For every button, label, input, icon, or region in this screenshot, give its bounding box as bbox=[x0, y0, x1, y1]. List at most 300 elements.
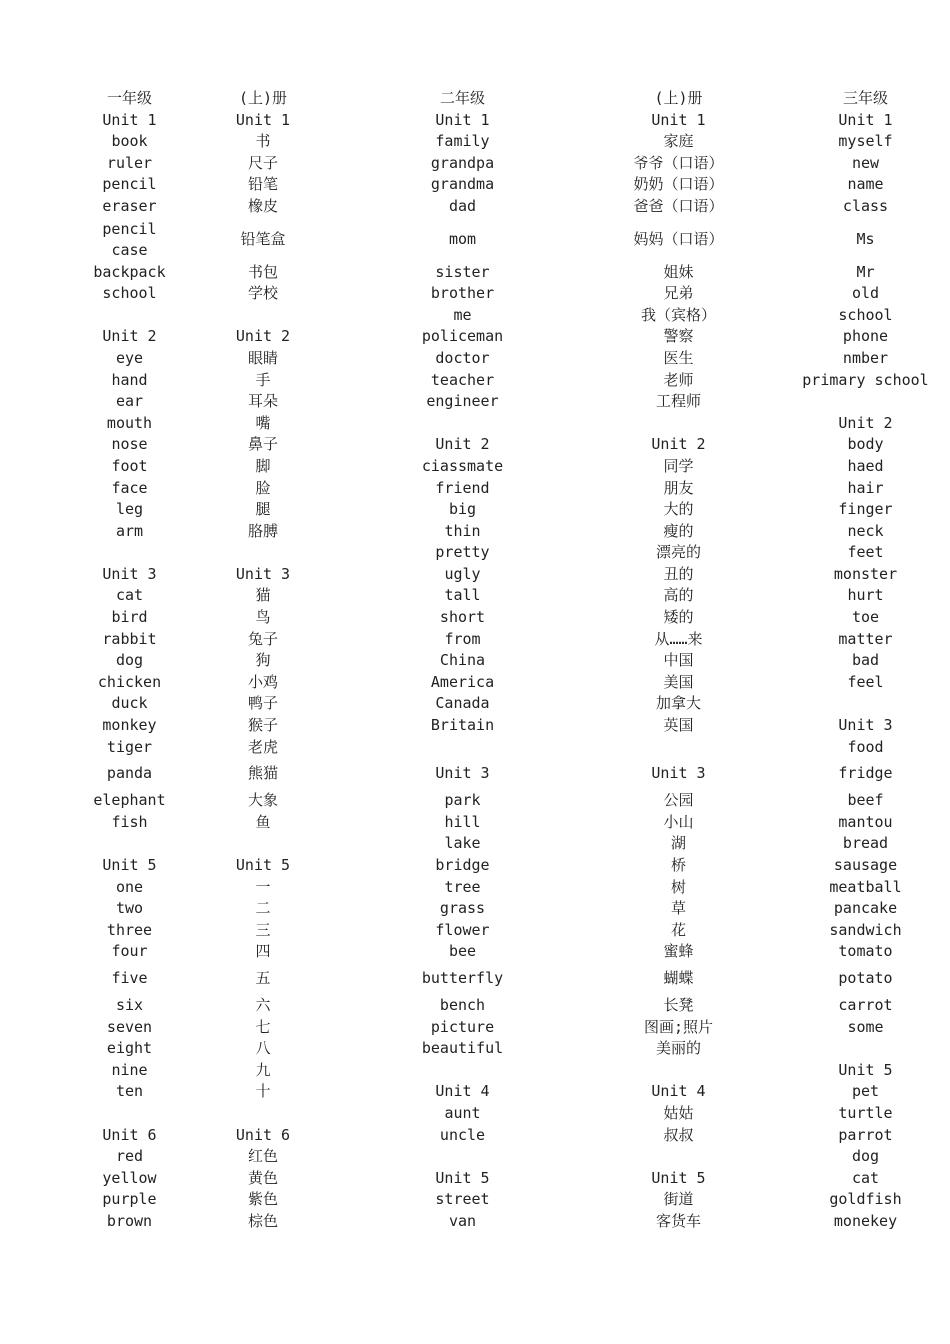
grade2-meaning: 长凳 bbox=[663, 995, 694, 1014]
grade2-meaning: 湖 bbox=[670, 834, 686, 853]
grade2-word: dad bbox=[448, 196, 477, 215]
table-row bbox=[0, 1189, 950, 1211]
grade1-word: Unit 3 bbox=[102, 564, 157, 583]
grade1-meaning: 橡皮 bbox=[247, 196, 278, 215]
grade1-word: arm bbox=[115, 521, 144, 540]
grade3-word: primary school bbox=[802, 370, 929, 389]
grade2-word: mom bbox=[448, 229, 477, 248]
row-spacer bbox=[0, 920, 82, 942]
grade1-word: pencil bbox=[102, 175, 157, 194]
grade3-word: hurt bbox=[847, 586, 884, 605]
grade1-word: monkey bbox=[102, 716, 157, 735]
grade2-word: bridge bbox=[435, 856, 490, 874]
grade2-meaning: 同学 bbox=[663, 456, 694, 475]
table-row bbox=[0, 920, 950, 942]
grade2-meaning: 蜜蜂 bbox=[663, 942, 694, 961]
grade2-word: aunt bbox=[444, 1103, 481, 1122]
grade2-meaning: 警察 bbox=[663, 327, 694, 346]
grade1-meaning: 书 bbox=[255, 132, 271, 151]
row-spacer bbox=[0, 370, 82, 392]
grade2-word: America bbox=[430, 672, 495, 691]
grade2-meaning: 美丽的 bbox=[655, 1039, 701, 1058]
grade1-meaning bbox=[177, 833, 349, 855]
table-row bbox=[0, 478, 950, 500]
grade3-word: neck bbox=[847, 521, 884, 540]
row-spacer bbox=[0, 196, 82, 218]
grade1-meaning: 眼睛 bbox=[247, 348, 278, 367]
row-spacer bbox=[0, 877, 82, 899]
grade2-meaning: 姐妹 bbox=[663, 262, 694, 281]
grade2-word: bench bbox=[439, 995, 486, 1014]
grade1-word: four bbox=[111, 942, 148, 961]
grade1-meaning: 学校 bbox=[247, 284, 278, 303]
grade2-word: grass bbox=[439, 899, 486, 918]
grade1-meaning: 耳朵 bbox=[247, 392, 278, 411]
grade3-word bbox=[781, 391, 950, 413]
row-spacer bbox=[0, 1081, 82, 1103]
grade2-word: bee bbox=[448, 942, 477, 961]
grade2-meaning: 客货车 bbox=[655, 1211, 701, 1230]
row-spacer bbox=[0, 855, 82, 877]
grade2-word: uncle bbox=[439, 1125, 486, 1144]
grade2-word: from bbox=[444, 629, 481, 648]
grade2-word: Unit 2 bbox=[435, 435, 490, 454]
vocabulary-table bbox=[0, 88, 950, 1233]
table-row bbox=[0, 1103, 950, 1125]
grade1-word: dog bbox=[115, 651, 144, 670]
table-row bbox=[0, 1060, 950, 1082]
row-spacer bbox=[0, 131, 82, 153]
table-row bbox=[0, 131, 950, 153]
grade1-word: one bbox=[115, 877, 144, 896]
grade2-meaning: 瘦的 bbox=[663, 521, 694, 540]
grade3-word: old bbox=[851, 284, 880, 303]
table-row bbox=[0, 1146, 950, 1168]
grade1-word: book bbox=[111, 132, 148, 151]
row-spacer bbox=[0, 833, 82, 855]
row-spacer bbox=[0, 262, 82, 284]
grade1-meaning: 九 bbox=[255, 1060, 271, 1079]
grade1-meaning: Unit 5 bbox=[235, 856, 291, 874]
table-row bbox=[0, 941, 950, 963]
grade3-word: cat bbox=[851, 1168, 880, 1187]
grade2-meaning: 公园 bbox=[663, 791, 694, 810]
grade1-word bbox=[82, 305, 177, 327]
row-spacer bbox=[0, 413, 82, 435]
grade2-word: butterfly bbox=[421, 969, 504, 988]
grade2-word: sister bbox=[435, 262, 490, 281]
table-row bbox=[0, 153, 950, 175]
grade2-meaning: 工程师 bbox=[655, 392, 701, 411]
row-spacer bbox=[0, 898, 82, 920]
table-row bbox=[0, 391, 950, 413]
grade2-word: engineer bbox=[426, 392, 499, 411]
grade1-word: yellow bbox=[102, 1168, 157, 1187]
grade2-word: ugly bbox=[444, 564, 481, 583]
table-row bbox=[0, 564, 950, 586]
grade2-meaning: 桥 bbox=[670, 856, 686, 874]
grade2-word: flower bbox=[435, 920, 490, 939]
grade2-meaning: 爷爷（口语） bbox=[633, 153, 724, 172]
grade3-word: beef bbox=[847, 791, 884, 810]
table-row bbox=[0, 370, 950, 392]
table-row bbox=[0, 833, 950, 855]
row-spacer bbox=[0, 995, 82, 1017]
grade3-word: monekey bbox=[833, 1211, 898, 1230]
grade1-word: duck bbox=[111, 694, 148, 713]
grade1-word: leg bbox=[115, 500, 144, 519]
grade3-word: myself bbox=[838, 132, 893, 151]
grade2-meaning: 中国 bbox=[663, 651, 694, 670]
grade2-word: big bbox=[448, 500, 477, 519]
grade2-meaning: 加拿大 bbox=[655, 694, 701, 713]
grade1-meaning: Unit 2 bbox=[235, 327, 291, 346]
grade1-meaning: 六 bbox=[255, 995, 271, 1014]
grade2-meaning: 漂亮的 bbox=[655, 543, 701, 562]
row-spacer bbox=[0, 434, 82, 456]
table-row bbox=[0, 110, 950, 132]
row-spacer bbox=[0, 456, 82, 478]
grade2-meaning: 美国 bbox=[663, 672, 694, 691]
grade2-word: Unit 1 bbox=[435, 110, 490, 129]
grade1-word: school bbox=[102, 284, 157, 303]
grade3-word: meatball bbox=[829, 877, 902, 896]
row-spacer bbox=[0, 941, 82, 963]
grade3-word bbox=[781, 1038, 950, 1060]
grade2-meaning: 小山 bbox=[663, 812, 694, 831]
grade1-word: seven bbox=[106, 1017, 153, 1036]
grade1-meaning: Unit 1 bbox=[235, 110, 291, 129]
row-spacer bbox=[0, 693, 82, 715]
grade2-word: grandma bbox=[430, 175, 495, 194]
grade2-word: hill bbox=[444, 812, 481, 831]
grade2-meaning: Unit 5 bbox=[651, 1168, 706, 1187]
header-spacer bbox=[0, 88, 82, 110]
grade1-meaning: 铅笔 bbox=[247, 175, 278, 194]
grade1-word bbox=[82, 833, 177, 855]
grade1-meaning: 三 bbox=[255, 920, 271, 939]
grade3-word: matter bbox=[838, 629, 893, 648]
table-row bbox=[0, 1211, 950, 1233]
grade3-word: sausage bbox=[833, 856, 898, 874]
row-spacer bbox=[0, 607, 82, 629]
grade2-meaning: Unit 3 bbox=[651, 764, 706, 783]
row-spacer bbox=[0, 110, 82, 132]
grade1-word: chicken bbox=[97, 672, 162, 691]
row-spacer bbox=[0, 812, 82, 834]
grade1-word: eight bbox=[106, 1039, 153, 1058]
grade3-word: sandwich bbox=[829, 920, 902, 939]
grade2-word bbox=[349, 1146, 576, 1168]
grade2-meaning: 矮的 bbox=[663, 608, 694, 627]
grade1-meaning: 铅笔盒 bbox=[240, 229, 286, 248]
table-row bbox=[0, 877, 950, 899]
grade2-meaning: 兄弟 bbox=[663, 284, 694, 303]
row-spacer bbox=[0, 1211, 82, 1233]
row-spacer bbox=[0, 564, 82, 586]
grade1-meaning: 书包 bbox=[247, 262, 278, 281]
grade1-meaning: 一 bbox=[255, 877, 271, 896]
grade1-meaning: 胳膊 bbox=[247, 521, 278, 540]
grade3-word: goldfish bbox=[829, 1190, 902, 1209]
grade2-word: beautiful bbox=[421, 1039, 504, 1058]
grade1-meaning: 猴子 bbox=[247, 716, 278, 735]
row-spacer bbox=[0, 348, 82, 370]
grade3-word: school bbox=[838, 305, 893, 324]
table-row bbox=[0, 434, 950, 456]
grade2-word: Unit 3 bbox=[435, 764, 490, 783]
row-spacer bbox=[0, 1060, 82, 1082]
grade2-meaning: 大的 bbox=[663, 500, 694, 519]
grade2-meaning: 叔叔 bbox=[663, 1125, 694, 1144]
grade2-word: street bbox=[435, 1190, 490, 1209]
table-row bbox=[0, 1081, 950, 1103]
grade2-word bbox=[349, 737, 576, 759]
grade3-word: Ms bbox=[856, 229, 875, 248]
grade1-word: tiger bbox=[106, 737, 153, 756]
grade2-word: China bbox=[439, 651, 486, 670]
row-spacer bbox=[0, 391, 82, 413]
grade1-meaning: 十 bbox=[255, 1082, 271, 1101]
grade1-meaning: 兔子 bbox=[247, 629, 278, 648]
grade3-word: mantou bbox=[838, 812, 893, 831]
table-row bbox=[0, 174, 950, 196]
grade2-word: pretty bbox=[435, 543, 490, 562]
grade1-word: eye bbox=[115, 348, 144, 367]
grade1-meaning: 小鸡 bbox=[247, 672, 278, 691]
grade1-meaning: Unit 3 bbox=[235, 564, 291, 583]
row-spacer bbox=[0, 478, 82, 500]
row-spacer bbox=[0, 737, 82, 759]
grade2-meaning: 老师 bbox=[663, 370, 694, 389]
table-row bbox=[0, 499, 950, 521]
grade3-word: tomato bbox=[838, 942, 893, 961]
grade2-word: teacher bbox=[430, 370, 495, 389]
grade2-word: park bbox=[444, 791, 481, 810]
grade1-word: ruler bbox=[106, 153, 153, 172]
grade1-word: Unit 2 bbox=[102, 327, 157, 346]
row-spacer bbox=[0, 1168, 82, 1190]
grade3-word: body bbox=[847, 435, 884, 454]
grade2-meaning: Unit 4 bbox=[651, 1082, 706, 1101]
row-spacer bbox=[0, 542, 82, 564]
grade2-meaning: 家庭 bbox=[663, 132, 694, 151]
row-spacer bbox=[0, 153, 82, 175]
row-spacer bbox=[0, 629, 82, 651]
vocabulary-rows bbox=[0, 110, 950, 1233]
grade1-meaning: 二 bbox=[255, 899, 271, 918]
table-row bbox=[0, 1168, 950, 1190]
grade2-word: van bbox=[448, 1211, 477, 1230]
grade2-meaning: 医生 bbox=[663, 348, 694, 367]
table-row bbox=[0, 995, 950, 1017]
header-grade1: 一年级 bbox=[106, 89, 152, 107]
grade2-word: doctor bbox=[435, 348, 490, 367]
grade1-meaning: 黄色 bbox=[247, 1168, 278, 1187]
grade1-meaning: 大象 bbox=[247, 791, 278, 810]
table-row bbox=[0, 283, 950, 305]
grade1-word bbox=[82, 542, 177, 564]
row-spacer bbox=[0, 1189, 82, 1211]
grade1-word: brown bbox=[106, 1211, 153, 1230]
grade1-meaning: 狗 bbox=[255, 651, 271, 670]
grade2-meaning: 树 bbox=[670, 877, 686, 896]
row-spacer bbox=[0, 715, 82, 737]
grade3-word: some bbox=[847, 1017, 884, 1036]
grade2-meaning: 朋友 bbox=[663, 478, 694, 497]
table-row bbox=[0, 585, 950, 607]
grade3-word: bread bbox=[842, 834, 889, 853]
table-row bbox=[0, 326, 950, 348]
grade1-word: backpack bbox=[93, 262, 166, 281]
grade1-meaning: 腿 bbox=[255, 500, 271, 519]
table-row bbox=[0, 650, 950, 672]
table-row bbox=[0, 672, 950, 694]
grade3-word: name bbox=[847, 175, 884, 194]
grade2-word: tall bbox=[444, 586, 481, 605]
grade2-word: policeman bbox=[421, 327, 504, 346]
grade2-meaning: 奶奶（口语） bbox=[633, 175, 724, 194]
grade1-meaning: 脚 bbox=[255, 456, 271, 475]
grade3-word bbox=[781, 693, 950, 715]
grade1-word: Unit 1 bbox=[102, 110, 157, 129]
row-spacer bbox=[0, 672, 82, 694]
table-row bbox=[0, 305, 950, 327]
row-spacer bbox=[0, 1146, 82, 1168]
grade2-word: picture bbox=[430, 1017, 495, 1036]
table-row bbox=[0, 1125, 950, 1147]
grade3-word: dog bbox=[851, 1147, 880, 1166]
grade1-word: ear bbox=[115, 392, 144, 411]
grade2-word: grandpa bbox=[430, 153, 495, 172]
grade3-word: toe bbox=[851, 608, 880, 627]
grade2-word: ciassmate bbox=[421, 456, 504, 475]
grade2-word: tree bbox=[444, 877, 481, 896]
table-row bbox=[0, 758, 950, 790]
grade3-word: haed bbox=[847, 456, 884, 475]
grade3-word: potato bbox=[838, 969, 893, 988]
row-spacer bbox=[0, 499, 82, 521]
grade2-word: Unit 5 bbox=[435, 1168, 490, 1187]
grade2-meaning: Unit 2 bbox=[651, 435, 706, 454]
table-row bbox=[0, 629, 950, 651]
grade3-word: Unit 5 bbox=[838, 1060, 893, 1079]
grade1-word: Unit 6 bbox=[102, 1125, 157, 1144]
row-spacer bbox=[0, 283, 82, 305]
vocabulary-sheet bbox=[0, 88, 950, 1233]
grade1-word: face bbox=[111, 478, 148, 497]
grade2-meaning: 爸爸（口语） bbox=[633, 196, 724, 215]
grade2-word: Unit 4 bbox=[435, 1082, 490, 1101]
grade2-word: family bbox=[435, 132, 490, 151]
grade3-word: new bbox=[851, 153, 880, 172]
row-spacer bbox=[0, 174, 82, 196]
grade3-word: fridge bbox=[838, 764, 893, 783]
table-row bbox=[0, 348, 950, 370]
table-row bbox=[0, 963, 950, 995]
grade1-word: nose bbox=[111, 435, 148, 454]
grade1-word: panda bbox=[106, 764, 153, 783]
grade1-word: mouth bbox=[106, 413, 153, 432]
grade1-meaning: 鸟 bbox=[255, 608, 271, 627]
grade1-word: pencil case bbox=[102, 219, 157, 259]
grade3-word: turtle bbox=[838, 1103, 893, 1122]
table-row bbox=[0, 196, 950, 218]
grade1-word: nine bbox=[111, 1060, 148, 1079]
grade1-meaning: 老虎 bbox=[247, 737, 278, 756]
grade3-word: feet bbox=[847, 543, 884, 562]
grade2-meaning: 丑的 bbox=[663, 564, 694, 583]
header-grade1-volume: (上)册 bbox=[238, 89, 288, 107]
grade3-word: carrot bbox=[838, 995, 893, 1014]
grade2-word: brother bbox=[430, 284, 495, 303]
grade2-word: me bbox=[453, 305, 472, 324]
row-spacer bbox=[0, 585, 82, 607]
header-grade2-volume: (上)册 bbox=[654, 89, 703, 107]
header-grade2: 二年级 bbox=[439, 89, 485, 107]
grade2-word: short bbox=[439, 608, 486, 627]
grade3-word: finger bbox=[838, 500, 893, 519]
row-spacer bbox=[0, 790, 82, 812]
grade1-word: five bbox=[111, 969, 148, 988]
table-row bbox=[0, 693, 950, 715]
grade2-meaning bbox=[576, 1146, 781, 1168]
grade1-word: hand bbox=[111, 370, 148, 389]
grade1-meaning: 嘴 bbox=[255, 413, 271, 432]
row-spacer bbox=[0, 650, 82, 672]
grade2-meaning: 图画;照片 bbox=[643, 1017, 714, 1036]
grade1-meaning bbox=[177, 1103, 349, 1125]
grade1-word: cat bbox=[115, 586, 144, 605]
grade1-word: eraser bbox=[102, 196, 157, 215]
grade2-word: lake bbox=[444, 834, 481, 853]
grade3-word: bad bbox=[851, 651, 880, 670]
grade3-word: phone bbox=[842, 327, 889, 346]
grade2-meaning: 我（宾格） bbox=[640, 305, 716, 324]
grade2-meaning: 英国 bbox=[663, 716, 694, 735]
grade3-word: nmber bbox=[842, 348, 889, 367]
grade3-word: pet bbox=[851, 1082, 880, 1101]
grade1-meaning: 手 bbox=[255, 370, 271, 389]
grade1-meaning: 四 bbox=[255, 942, 271, 961]
grade1-meaning: 鱼 bbox=[255, 812, 271, 831]
grade2-meaning: 花 bbox=[670, 920, 686, 939]
grade1-word: red bbox=[115, 1147, 144, 1166]
grade1-meaning bbox=[177, 542, 349, 564]
row-spacer bbox=[0, 326, 82, 348]
grade2-word: Canada bbox=[435, 694, 490, 713]
row-spacer bbox=[0, 1125, 82, 1147]
table-row bbox=[0, 715, 950, 737]
table-row bbox=[0, 542, 950, 564]
grade2-word: Britain bbox=[430, 716, 495, 735]
table-row bbox=[0, 1017, 950, 1039]
grade3-word: parrot bbox=[838, 1125, 893, 1144]
table-row bbox=[0, 218, 950, 262]
grade1-meaning: 棕色 bbox=[247, 1211, 278, 1230]
table-row bbox=[0, 262, 950, 284]
grade1-word: Unit 5 bbox=[102, 856, 157, 874]
row-spacer bbox=[0, 1038, 82, 1060]
grade2-meaning: 草 bbox=[670, 899, 686, 918]
header-grade3: 三年级 bbox=[842, 89, 888, 107]
grade1-word: rabbit bbox=[102, 629, 157, 648]
row-spacer bbox=[0, 758, 82, 790]
grade1-meaning: 紫色 bbox=[247, 1190, 278, 1209]
grade2-word bbox=[349, 1060, 576, 1082]
table-row bbox=[0, 1038, 950, 1060]
row-spacer bbox=[0, 1103, 82, 1125]
